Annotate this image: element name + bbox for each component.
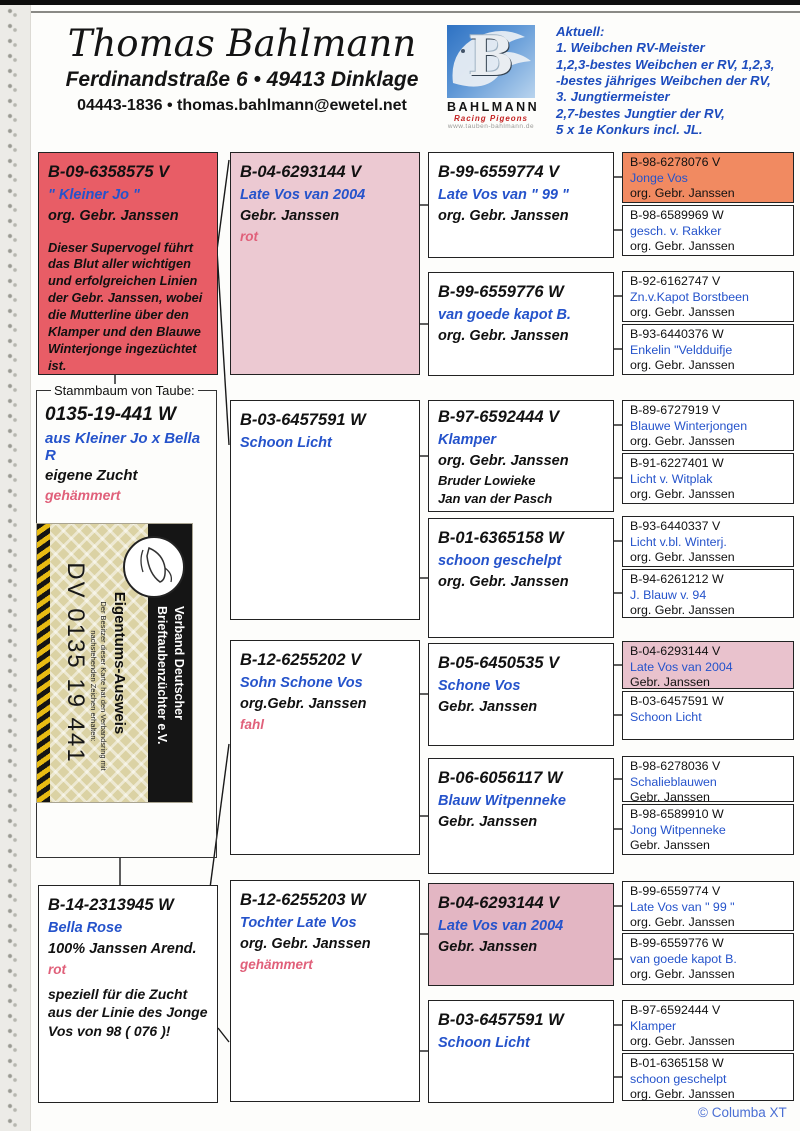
ring-number: B-06-6056117 W	[438, 769, 563, 787]
origin: org. Gebr. Janssen	[630, 434, 735, 449]
ring-number: B-92-6162747 V	[630, 274, 721, 288]
pedigree-box-p12	[622, 804, 794, 855]
ring-number: B-99-6559774 V	[630, 884, 721, 898]
pigeon-name: Jonge Vos	[630, 170, 688, 185]
origin: Gebr. Janssen	[630, 790, 710, 805]
pigeon-name: Tochter Late Vos	[240, 915, 357, 932]
pigeon-name: Blauwe Winterjongen	[630, 418, 748, 433]
pigeon-name: Blauw Witpenneke	[438, 793, 566, 810]
pigeon-name: van goede kapot B.	[438, 307, 571, 324]
pigeon-name: Klamper	[630, 1018, 677, 1033]
subject-ring-number: 0135-19-441 W	[45, 404, 176, 425]
ring-number: B-91-6227401 W	[630, 456, 724, 470]
pedigree-box-p10	[622, 691, 794, 740]
aktuell-line: -bestes jähriges Weibchen der RV,	[556, 73, 771, 89]
origin: org. Gebr. Janssen	[48, 208, 179, 224]
pigeon-photo-icon	[447, 25, 535, 98]
address-line: Ferdinandstraße 6 • 49413 Dinklage	[65, 68, 419, 91]
ring-number: B-05-6450535 V	[438, 654, 560, 672]
plumage: rot	[240, 228, 258, 244]
ring-number: B-04-6293144 V	[630, 644, 721, 658]
origin: Gebr. Janssen	[438, 814, 538, 830]
pedigree-box-gg6	[428, 758, 614, 874]
description: Dieser Supervogel führt das Blut aller wichtigen und erfolgreichen Linien der Gebr. Janssen, wobei die Mutterline über den Klamper und den Blauwe Winterjonge ingezüchtet ist.	[48, 239, 203, 373]
bahlmann-logo	[447, 25, 540, 130]
card-ring-number: DV 0135 19 441	[62, 562, 89, 764]
origin: org. Gebr. Janssen	[438, 328, 569, 344]
ring-number: B-12-6255202 V	[240, 651, 362, 669]
pigeon-name: Enkelin "Veldduifje	[630, 342, 733, 357]
pedigree-box-mother	[38, 885, 218, 1103]
subject-parents: aus Kleiner Jo x Bella R	[45, 430, 201, 464]
pigeon-name: Late Vos van 2004	[240, 187, 366, 204]
ownership-card	[38, 523, 193, 801]
pigeon-name: van goede kapot B.	[630, 951, 737, 966]
pigeon-name: Schalieblauwen	[630, 774, 717, 789]
ring-number: B-99-6559776 W	[630, 936, 724, 950]
origin: org. Gebr. Janssen	[630, 487, 735, 502]
pedigree-box-p14	[622, 933, 794, 985]
pedigree-box-g1	[230, 152, 420, 375]
ownership-card-face	[36, 523, 193, 803]
pigeon-name: Licht v. Witplak	[630, 471, 713, 486]
card-note: Der Besitzer dieser Karte hat den Verbandsring mit nachstehenden Zeichen erhalten:	[89, 601, 108, 771]
pigeon-name: " Kleiner Jo "	[48, 187, 140, 204]
pedigree-box-p3	[622, 271, 794, 322]
contact-line: 04443-1836 • thomas.bahlmann@ewetel.net	[77, 97, 407, 114]
card-title: Eigentums-Ausweis	[111, 591, 128, 735]
pigeon-name: Schone Vos	[438, 678, 521, 695]
pedigree-box-gg1	[428, 152, 614, 258]
origin: Gebr. Janssen	[630, 675, 710, 690]
pedigree-box-father	[38, 152, 218, 375]
ring-number: B-04-6293144 V	[240, 163, 362, 181]
torn-paper-edge	[0, 5, 31, 1131]
plumage: gehämmert	[240, 956, 313, 972]
aktuell-line: 1. Weibchen RV-Meister	[556, 40, 705, 56]
pigeon-name: Licht v.bl. Winterj.	[630, 534, 727, 549]
pedigree-box-gg2	[428, 272, 614, 376]
ring-number: B-14-2313945 W	[48, 896, 174, 914]
aktuell-line: 3. Jungtiermeister	[556, 89, 670, 105]
ring-number: B-97-6592444 V	[630, 1003, 721, 1017]
ring-number: B-03-6457591 W	[240, 411, 366, 429]
pigeon-name: J. Blauw v. 94	[630, 587, 707, 602]
pedigree-box-p15	[622, 1000, 794, 1051]
origin: org. Gebr. Janssen	[630, 550, 735, 565]
pigeon-name: Schoon Licht	[240, 435, 332, 452]
pigeon-name: schoon geschelpt	[438, 553, 562, 570]
pedigree-box-p13	[622, 881, 794, 931]
origin: org. Gebr. Janssen	[630, 239, 735, 254]
page-title: Thomas Bahlmann	[67, 22, 417, 65]
origin: 100% Janssen Arend.	[48, 941, 197, 957]
ring-number: B-03-6457591 W	[630, 694, 724, 708]
origin: org. Gebr. Janssen	[438, 208, 569, 224]
subject-plumage: gehämmert	[45, 487, 121, 503]
association-name-line2: Brieftaubenzüchter e.V.	[155, 606, 170, 745]
origin: org. Gebr. Janssen	[630, 603, 735, 618]
software-credit: © Columba XT	[698, 1105, 787, 1120]
subject-breeder: eigene Zucht	[45, 467, 138, 484]
logo-letter: B	[468, 25, 514, 88]
pedigree-box-p16	[622, 1053, 794, 1101]
logo-name: BAHLMANN	[447, 100, 540, 114]
pedigree-box-gg5	[428, 643, 614, 746]
origin: org. Gebr. Janssen	[438, 574, 569, 590]
ring-number: B-99-6559774 V	[438, 163, 560, 181]
origin: org. Gebr. Janssen	[630, 186, 735, 201]
origin: Gebr. Janssen	[240, 208, 340, 224]
pigeon-name: Schoon Licht	[630, 709, 702, 724]
ring-number: B-12-6255203 W	[240, 891, 366, 909]
ring-number: B-89-6727919 V	[630, 403, 721, 417]
ring-number: B-97-6592444 V	[438, 408, 560, 426]
origin: org. Gebr. Janssen	[438, 453, 569, 469]
origin: org. Gebr. Janssen	[630, 305, 735, 320]
pedigree-box-gg4	[428, 518, 614, 638]
pigeon-name: Late Vos van 2004	[438, 918, 564, 935]
pedigree-box-p9	[622, 641, 794, 689]
scan-artifact-top-bar	[0, 0, 800, 5]
pedigree-box-p6	[622, 453, 794, 504]
pigeon-name: schoon geschelpt	[630, 1071, 727, 1086]
origin: Gebr. Janssen	[438, 699, 538, 715]
relation-note: Jan van der Pasch	[438, 491, 553, 507]
origin: Gebr. Janssen	[630, 838, 710, 853]
ring-number: B-98-6589969 W	[630, 208, 724, 222]
origin: org. Gebr. Janssen	[240, 936, 371, 952]
ring-number: B-01-6365158 W	[630, 1056, 724, 1070]
ring-number: B-01-6365158 W	[438, 529, 564, 547]
pedigree-box-p5	[622, 400, 794, 451]
pedigree-box-gg7	[428, 883, 614, 986]
pedigree-box-g4	[230, 880, 420, 1102]
relation-note: Bruder Lowieke	[438, 472, 536, 488]
ring-number: B-98-6278036 V	[630, 759, 721, 773]
origin: Gebr. Janssen	[438, 939, 538, 955]
ring-number: B-93-6440337 V	[630, 519, 721, 533]
description: speziell für die Zucht aus der Linie des Jonge Vos von 98 ( 076 )!	[48, 985, 208, 1039]
origin: org. Gebr. Janssen	[630, 1087, 735, 1102]
aktuell-line: Aktuell:	[556, 24, 605, 39]
ring-number: B-09-6358575 V	[48, 163, 170, 181]
ring-number: B-93-6440376 W	[630, 327, 724, 341]
ring-number: B-98-6589910 W	[630, 807, 724, 821]
subject-legend: Stammbaum von Taube:	[54, 383, 195, 398]
pigeon-name: Klamper	[438, 432, 497, 449]
pigeon-name: Bella Rose	[48, 920, 123, 937]
pedigree-box-g3	[230, 640, 420, 855]
card-zigzag-border	[37, 524, 50, 802]
pigeon-in-hands-icon	[123, 536, 185, 598]
origin: org. Gebr. Janssen	[630, 358, 735, 373]
pedigree-box-p11	[622, 756, 794, 805]
pigeon-name: Zn.v.Kapot Borstbeen	[630, 289, 749, 304]
pigeon-name: Late Vos van " 99 "	[438, 187, 569, 204]
pigeon-name: gesch. v. Rakker	[630, 223, 722, 238]
logo-subtitle: Racing Pigeons	[453, 114, 528, 123]
pedigree-box-g2	[230, 400, 420, 620]
aktuell-results-block	[556, 24, 800, 139]
logo-url: www.tauben-bahlmann.de	[447, 123, 535, 130]
pigeon-name: Late Vos van 2004	[630, 659, 733, 674]
origin: org. Gebr. Janssen	[630, 967, 735, 982]
pigeon-name: Jong Witpenneke	[630, 822, 726, 837]
pigeon-name: Late Vos van " 99 "	[630, 899, 735, 914]
ring-number: B-99-6559776 W	[438, 283, 564, 301]
association-name-line1: Verband Deutscher	[172, 606, 186, 720]
pedigree-box-p7	[622, 516, 794, 567]
pedigree-box-gg3	[428, 400, 614, 512]
scan-artifact-line	[0, 11, 800, 13]
origin: org.Gebr. Janssen	[240, 696, 367, 712]
plumage: rot	[48, 961, 66, 977]
ring-number: B-94-6261212 W	[630, 572, 724, 586]
pedigree-box-gg8	[428, 1000, 614, 1103]
pedigree-box-p2	[622, 205, 794, 256]
aktuell-line: 2,7-bestes Jungtier der RV,	[556, 105, 725, 121]
ring-number: B-03-6457591 W	[438, 1011, 564, 1029]
pedigree-box-p4	[622, 324, 794, 375]
plumage: fahl	[240, 716, 265, 732]
pigeon-name: Schoon Licht	[438, 1035, 530, 1052]
aktuell-line: 1,2,3-bestes Weibchen er RV, 1,2,3,	[556, 56, 775, 72]
pedigree-box-p1	[622, 152, 794, 203]
aktuell-line: 5 x 1e Konkurs incl. JL.	[556, 122, 703, 138]
pigeon-name: Sohn Schone Vos	[240, 675, 363, 692]
letterhead	[42, 22, 442, 115]
ring-number: B-04-6293144 V	[438, 894, 560, 912]
origin: org. Gebr. Janssen	[630, 915, 735, 930]
pedigree-box-p8	[622, 569, 794, 618]
origin: org. Gebr. Janssen	[630, 1034, 735, 1049]
ring-number: B-98-6278076 V	[630, 155, 721, 169]
